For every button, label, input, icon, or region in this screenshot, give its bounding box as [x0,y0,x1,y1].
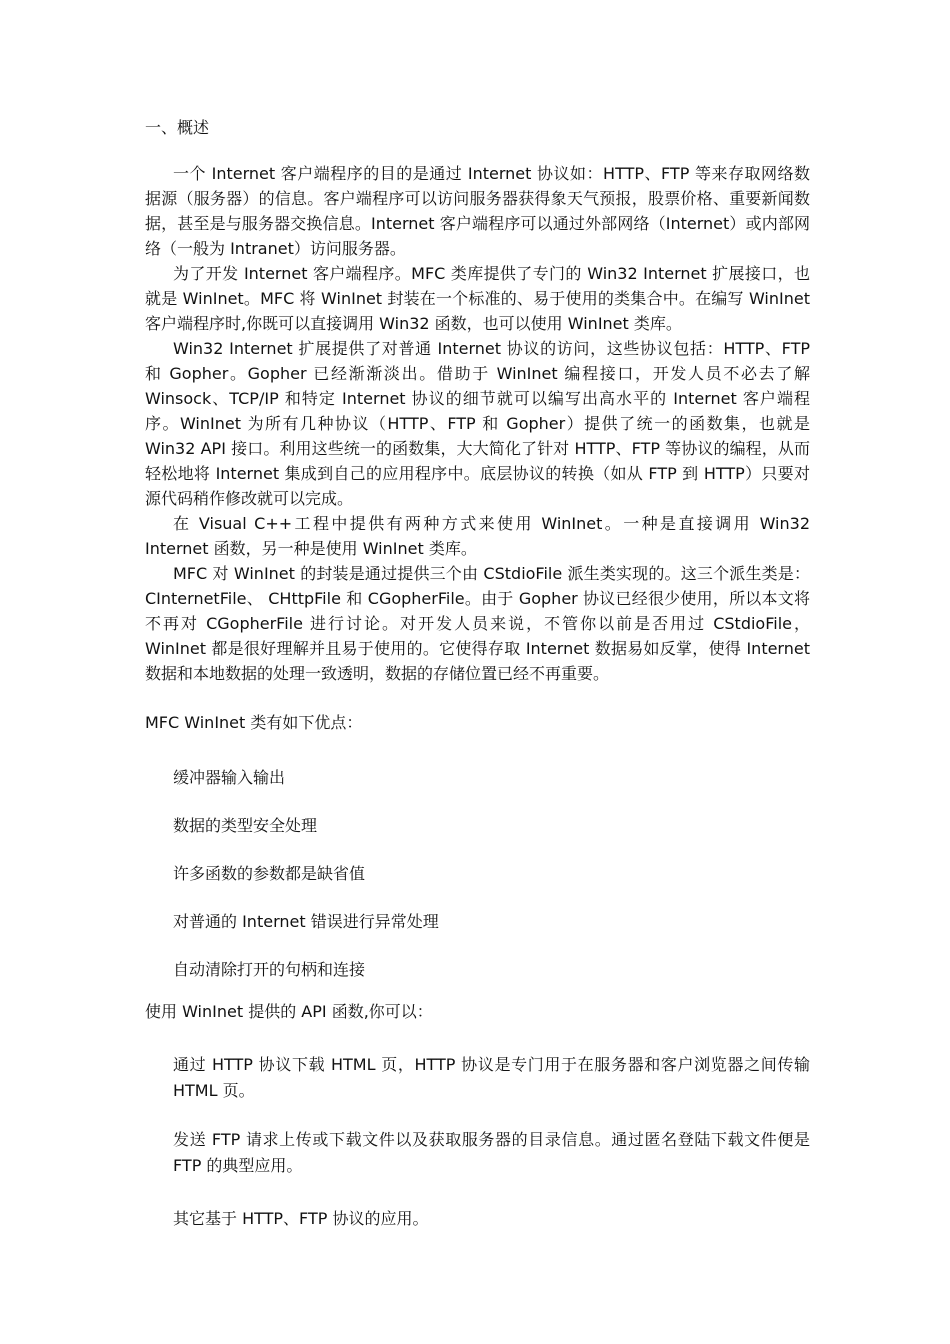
overview-body [145,161,810,686]
paragraph-mfc-wininet: 为了开发 Internet 客户端程序。MFC 类库提供了专门的 Win32 Internet 扩展接口，也就是 WinInet。MFC 将 WinInet 封装在一个标准的、易于使用的类集合中。在编写 WinInet 客户端程序时,你既可以直接调用 Win32 函数，也可以使用 WinInet 类库。 [145,264,810,333]
api-title: 使用 WinInet 提供的 API 函数,你可以： [145,1002,433,1021]
advantages-title: MFC WinInet 类有如下优点： [145,713,363,732]
paragraph-visual-cpp: 在 Visual C++工程中提供有两种方式来使用 WinInet。一种是直接调用 Win32 Internet 函数，另一种是使用 WinInet 类库。 [145,514,810,558]
advantage-item: 许多函数的参数都是缺省值 [173,864,366,883]
api-use-item: 通过 HTTP 协议下载 HTML 页，HTTP 协议是专门用于在服务器和客户浏览器之间传输 HTML 页。 [173,1055,810,1100]
api-use-item: 其它基于 HTTP、FTP 协议的应用。 [173,1209,429,1228]
paragraph-mfc-classes: MFC 对 WinInet 的封装是通过提供三个由 CStdioFile 派生类实现的。这三个派生类是：CInternetFile、 CHttpFile 和 CGopherFile。由于 Gopher 协议已经很少使用，所以本文将不再对 CGopherFile 进行讨论。对开发人员来说，不管你以前是否用过 CStdioFile，WinInet 都是很好理解并且易于使用的。它使得存取 Internet 数据易如反掌，使得 Internet 数据和本地数据的处理一致透明，数据的存储位置已经不再重要。 [145,564,810,683]
paragraph-win32-internet: Win32 Internet 扩展提供了对普通 Internet 协议的访问，这些协议包括：HTTP、FTP 和 Gopher。Gopher 已经渐渐淡出。借助于 WinInet 编程接口，开发人员不必去了解 Winsock、TCP/IP 和特定 Internet 协议的细节就可以编写出高水平的 Internet 客户端程序。WinInet 为所有几种协议（HTTP、FTP 和 Gopher）提供了统一的函数集，也就是 Win32 API 接口。利用这些统一的函数集，大大简化了针对 HTTP、FTP 等协议的编程，从而轻松地将 Internet 集成到自己的应用程序中。底层协议的转换（如从 FTP 到 HTTP）只要对源代码稍作修改就可以完成。 [145,339,810,508]
advantage-item: 缓冲器输入输出 [173,768,286,787]
api-use-item: 发送 FTP 请求上传或下载文件以及获取服务器的目录信息。通过匿名登陆下载文件便是 FTP 的典型应用。 [173,1130,810,1175]
advantage-item: 对普通的 Internet 错误进行异常处理 [173,912,439,931]
advantage-item: 数据的类型安全处理 [173,816,318,835]
advantage-item: 自动清除打开的句柄和连接 [173,960,366,979]
section-heading: 一、概述 [145,118,210,137]
paragraph-intro: 一个 Internet 客户端程序的目的是通过 Internet 协议如：HTTP、FTP 等来存取网络数据源（服务器）的信息。客户端程序可以访问服务器获得象天气预报，股票价格、重要新闻数据，甚至是与服务器交换信息。Internet 客户端程序可以通过外部网络（Internet）或内部网络（一般为 Intranet）访问服务器。 [145,164,810,258]
